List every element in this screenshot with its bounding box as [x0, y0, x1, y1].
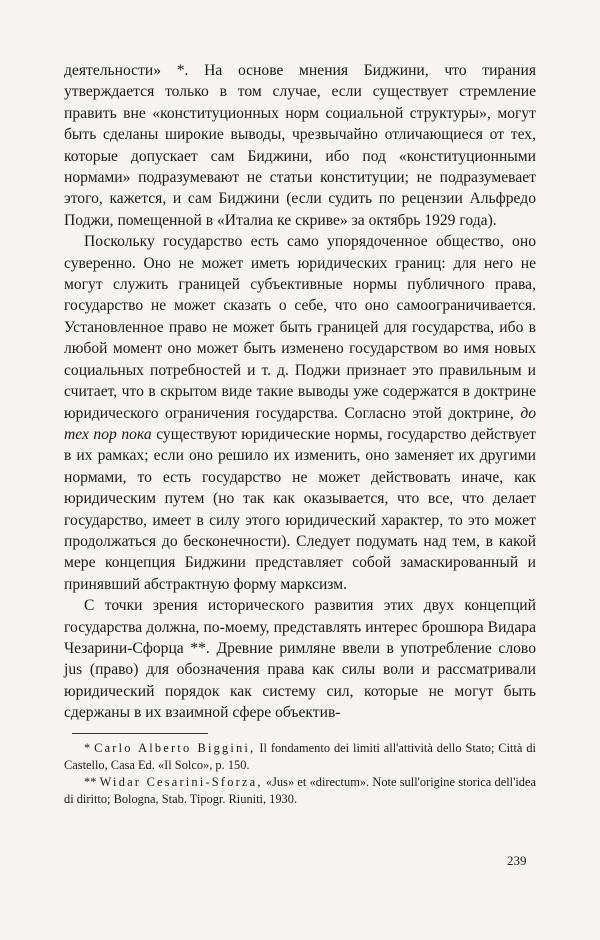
page-number: 239: [507, 853, 527, 868]
footnote-1: [64, 740, 536, 774]
paragraph-2-part-1: Поскольку государство есть само упорядоченное общество, оно суверенно. Оно не может иметь юридических границ: для него не могут служить границей субъективные нормы публичного права, государство не может сказать о себе, что оно самоограничивается. Установленное право не может быть границей для государства, ибо в любой момент оно может быть изменено государством во имя новых социальных потребностей и т. д. Поджи признает это правильным и считает, что в скрытом виде такие выводы уже содержатся в доктрине юридического ограничения государства. Согласно этой доктрине,: [64, 233, 536, 422]
footnote-divider: [72, 733, 208, 734]
footnote-1-author: Carlo Alberto Biggini,: [94, 740, 256, 755]
footnote-2-author: Widar Cesarini-Sforza,: [99, 774, 263, 789]
paragraph-1: деятельности» *. На основе мнения Биджини, что тирания утверждается только в том случае, если существует стремление править вне «конституционных норм социальной структуры», могут быть сделаны широкие выводы, чрезвычайно отличающиеся от тех, которые допускает сам Биджини, ибо под «конституционными нормами» подразумевают не статьи конституции; не подразумевает этого, кажется, и сам Биджини (если судить по рецензии Альфредо Поджи, помещенной в «Италиа ке скриве» за октябрь 1929 года).: [64, 62, 536, 229]
paragraph-2-italic-phrase: до тех пор пока: [64, 404, 536, 443]
book-page: [64, 60, 536, 808]
footnotes: [64, 740, 536, 808]
main-text: [64, 60, 536, 724]
paragraph-2: [64, 231, 536, 595]
footnote-2-marker: **: [84, 774, 97, 789]
paragraph-3: С точки зрения исторического развития этих двух концепций государства должна, по-моему, представлять интерес брошюра Видара Чезарини-Сфорца **. Древние римляне ввели в употребление слово jus (право) для обозначения права как силы воли и рассматривали юридический порядок как систему сил, которые не могут быть сдержаны в их взаимной сфере объектив-: [64, 597, 536, 722]
footnote-2: [64, 774, 536, 808]
footnote-1-text: Il fondamento dei limiti all'attività dello Stato; Città di Castello, Casa Ed. «Il Solco», p. 150.: [64, 740, 536, 772]
footnote-2-text: «Jus» et «directum». Note sull'origine storica dell'idea di diritto; Bologna, Stab. Tipogr. Riuniti, 1930.: [64, 774, 536, 806]
paragraph-2-part-2: существуют юридические нормы, государство действует в их рамках; если оно решило их изменить, оно заменяет их другими нормами, то есть государство не может действовать иначе, как юридическим путем (но так как оказывается, что все, что делает государство, имеет в силу этого юридический характер, то это может продолжаться до бесконечности). Следует подумать над тем, в какой мере концепция Биджини представляет собой замаскированный и принявший абстрактную форму марксизм.: [64, 425, 536, 593]
footnote-1-marker: *: [84, 740, 91, 755]
